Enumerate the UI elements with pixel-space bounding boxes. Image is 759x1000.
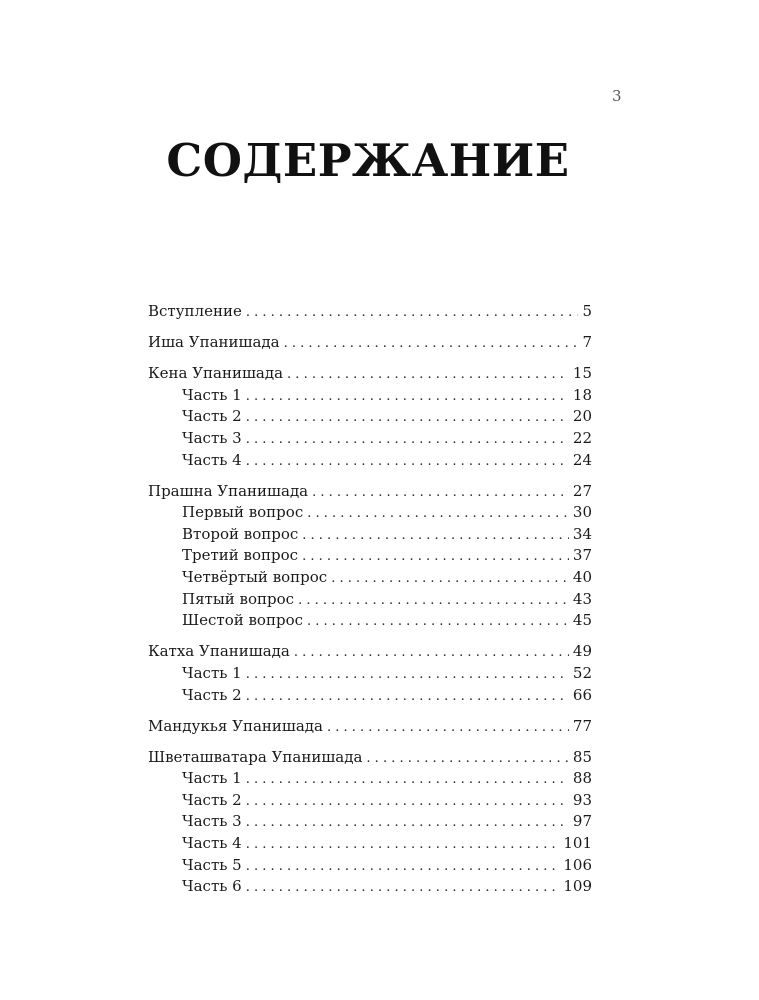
dot-leader xyxy=(331,568,569,590)
toc-entry-page: 30 xyxy=(572,503,592,522)
toc-entry-label: Пятый вопрос xyxy=(182,589,295,608)
toc-entry-page: 49 xyxy=(572,642,592,661)
toc-entry-page: 101 xyxy=(563,834,592,853)
toc-entry-page: 37 xyxy=(572,546,592,565)
dot-leader xyxy=(298,590,569,612)
toc-subentry[interactable] xyxy=(148,768,592,790)
toc-entry-label: Часть 4 xyxy=(182,450,242,469)
toc-entry-label: Мандукья Упанишада xyxy=(148,716,323,735)
table-of-contents xyxy=(148,301,592,907)
dot-leader xyxy=(246,429,569,451)
toc-subentry[interactable] xyxy=(148,567,592,589)
toc-entry-label: Иша Упанишада xyxy=(148,333,280,352)
toc-subentry[interactable] xyxy=(148,811,592,833)
toc-entry-label: Часть 2 xyxy=(182,685,242,704)
dot-leader xyxy=(307,503,569,525)
toc-entry-label: Вступление xyxy=(148,302,242,320)
toc-entry[interactable] xyxy=(148,481,592,503)
toc-entry-label: Часть 1 xyxy=(182,385,242,404)
toc-subentry[interactable] xyxy=(148,876,592,898)
dot-leader xyxy=(246,451,569,473)
toc-entry-page: 34 xyxy=(572,524,592,543)
dot-leader xyxy=(246,877,560,899)
dot-leader xyxy=(246,686,569,708)
toc-entry-label: Часть 5 xyxy=(182,855,242,874)
toc-section xyxy=(148,363,592,471)
toc-section xyxy=(148,301,592,323)
toc-entry-label: Второй вопрос xyxy=(182,524,299,543)
toc-subentry[interactable] xyxy=(148,589,592,611)
toc-entry[interactable] xyxy=(148,641,592,663)
toc-subentry[interactable] xyxy=(148,663,592,685)
toc-subentry[interactable] xyxy=(148,385,592,407)
toc-entry-page: 97 xyxy=(572,812,592,831)
toc-entry-page: 66 xyxy=(572,685,592,704)
toc-subentry[interactable] xyxy=(148,833,592,855)
dot-leader xyxy=(246,856,560,878)
toc-entry[interactable] xyxy=(148,363,592,385)
dot-leader xyxy=(294,642,569,664)
toc-section xyxy=(148,641,592,706)
page-number: 3 xyxy=(612,87,622,105)
dot-leader xyxy=(302,525,569,547)
toc-entry[interactable] xyxy=(148,716,592,738)
toc-subentry[interactable] xyxy=(148,855,592,877)
toc-entry-page: 15 xyxy=(572,364,592,383)
toc-subentry[interactable] xyxy=(148,610,592,632)
toc-entry-label: Часть 1 xyxy=(182,663,242,682)
toc-entry-page: 24 xyxy=(572,450,592,469)
toc-entry[interactable] xyxy=(148,332,592,354)
toc-entry-page: 93 xyxy=(572,790,592,809)
toc-entry[interactable] xyxy=(148,301,592,323)
toc-entry-page: 106 xyxy=(563,855,592,874)
dot-leader xyxy=(246,407,569,429)
toc-entry-label: Кена Упанишада xyxy=(148,364,284,383)
toc-entry-label: Часть 3 xyxy=(182,812,242,831)
toc-entry[interactable] xyxy=(148,747,592,769)
toc-section xyxy=(148,332,592,354)
dot-leader xyxy=(284,333,579,355)
dot-leader xyxy=(307,611,569,633)
toc-entry-page: 40 xyxy=(572,568,592,587)
dot-leader xyxy=(246,791,569,813)
toc-subentry[interactable] xyxy=(148,502,592,524)
toc-subentry[interactable] xyxy=(148,545,592,567)
toc-subentry[interactable] xyxy=(148,524,592,546)
toc-entry-label: Часть 1 xyxy=(182,769,242,788)
toc-entry-label: Четвёртый вопрос xyxy=(182,568,328,587)
dot-leader xyxy=(246,664,569,686)
toc-entry-page: 7 xyxy=(582,333,592,352)
dot-leader xyxy=(246,302,579,324)
toc-entry-page: 45 xyxy=(572,611,592,630)
dot-leader xyxy=(327,717,569,739)
toc-entry-page: 85 xyxy=(572,747,592,766)
toc-entry-page: 77 xyxy=(572,716,592,735)
toc-entry-label: Шестой вопрос xyxy=(182,611,303,630)
toc-entry-page: 27 xyxy=(572,481,592,500)
toc-entry-page: 5 xyxy=(582,302,592,320)
toc-entry-label: Прашна Упанишада xyxy=(148,481,309,500)
toc-entry-label: Часть 2 xyxy=(182,407,242,426)
toc-entry-label: Шветашватара Упанишада xyxy=(148,747,363,766)
toc-entry-label: Часть 3 xyxy=(182,428,242,447)
toc-entry-page: 20 xyxy=(572,407,592,426)
toc-entry-label: Катха Упанишада xyxy=(148,642,290,661)
dot-leader xyxy=(246,386,569,408)
toc-entry-page: 88 xyxy=(572,769,592,788)
dot-leader xyxy=(287,364,569,386)
dot-leader xyxy=(366,748,568,770)
dot-leader xyxy=(302,546,569,568)
toc-entry-label: Первый вопрос xyxy=(182,503,304,522)
dot-leader xyxy=(246,769,569,791)
toc-subentry[interactable] xyxy=(148,406,592,428)
toc-entry-label: Третий вопрос xyxy=(182,546,299,565)
toc-subentry[interactable] xyxy=(148,428,592,450)
toc-section xyxy=(148,747,592,898)
toc-entry-label: Часть 2 xyxy=(182,790,242,809)
toc-entry-page: 52 xyxy=(572,663,592,682)
toc-subentry[interactable] xyxy=(148,450,592,472)
toc-subentry[interactable] xyxy=(148,685,592,707)
toc-entry-page: 43 xyxy=(572,589,592,608)
dot-leader xyxy=(312,482,569,504)
dot-leader xyxy=(246,834,560,856)
toc-entry-label: Часть 6 xyxy=(182,877,242,896)
toc-entry-label: Часть 4 xyxy=(182,834,242,853)
toc-entry-page: 22 xyxy=(572,428,592,447)
page-title: СОДЕРЖАНИЕ xyxy=(166,134,570,187)
dot-leader xyxy=(246,812,569,834)
toc-entry-page: 109 xyxy=(563,877,592,896)
toc-section xyxy=(148,481,592,632)
toc-subentry[interactable] xyxy=(148,790,592,812)
toc-section xyxy=(148,716,592,738)
toc-entry-page: 18 xyxy=(572,385,592,404)
